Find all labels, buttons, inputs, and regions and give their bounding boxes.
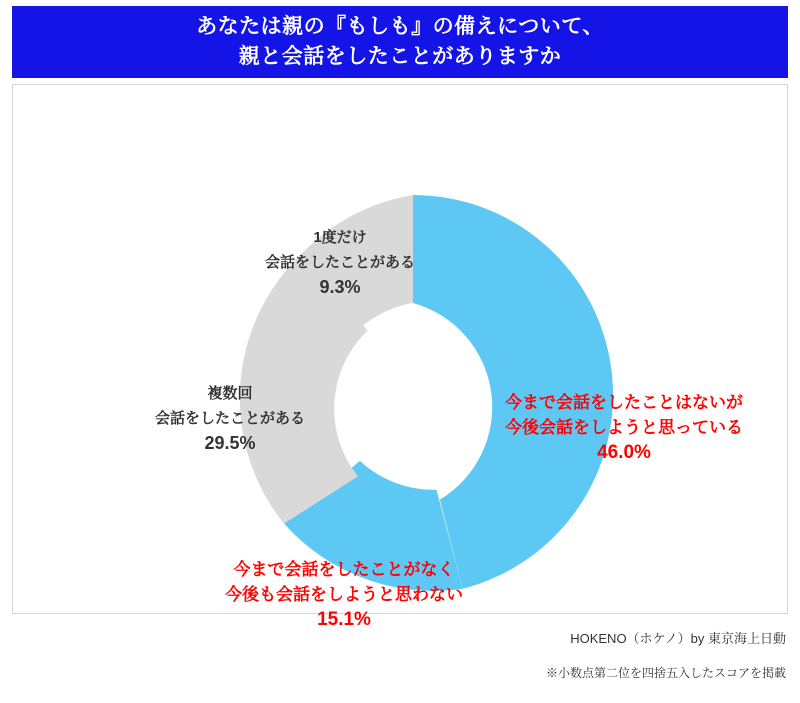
slice-value-multiple-talks: 29.5%: [204, 433, 256, 453]
chart-area: [12, 84, 788, 630]
slice-value-no-talk: 15.1%: [317, 609, 371, 630]
slice-label-multiple-talks-line1: 複数回: [207, 385, 253, 402]
slice-label-future-talk-line2: 今後会話をしようと思っている: [505, 418, 743, 437]
slice-value-once-talk: 9.3%: [319, 277, 361, 297]
chart-title-banner: [12, 6, 788, 78]
slice-label-future-talk: [505, 390, 743, 465]
page-title-line-1: あなたは親の『もしも』の備えについて、: [196, 15, 604, 38]
slice-label-no-talk: [225, 557, 463, 632]
slice-label-no-talk-line1: 今まで会話をしたことがなく: [233, 560, 455, 579]
slice-value-future-talk: 46.0%: [597, 442, 651, 463]
footer-note: ※小数点第二位を四捨五入したスコアを掲載: [545, 666, 786, 680]
slice-label-once-talk-line2: 会話をしたことがある: [265, 254, 416, 271]
slice-label-future-talk-line1: 今まで会話をしたことはないが: [505, 393, 743, 412]
page-title-line-2: 親と会話をしたことがありますか: [238, 45, 562, 68]
slice-label-multiple-talks-line2: 会話をしたことがある: [155, 410, 306, 427]
slice-label-multiple-talks: [155, 381, 305, 456]
slice-label-no-talk-line2: 今後も会話をしようと思わない: [225, 585, 463, 604]
slice-label-once-talk-line1: 1度だけ: [313, 229, 367, 246]
footer-credit: HOKENO（ホケノ）by 東京海上日動: [570, 631, 786, 646]
slice-label-once-talk: [265, 225, 415, 300]
